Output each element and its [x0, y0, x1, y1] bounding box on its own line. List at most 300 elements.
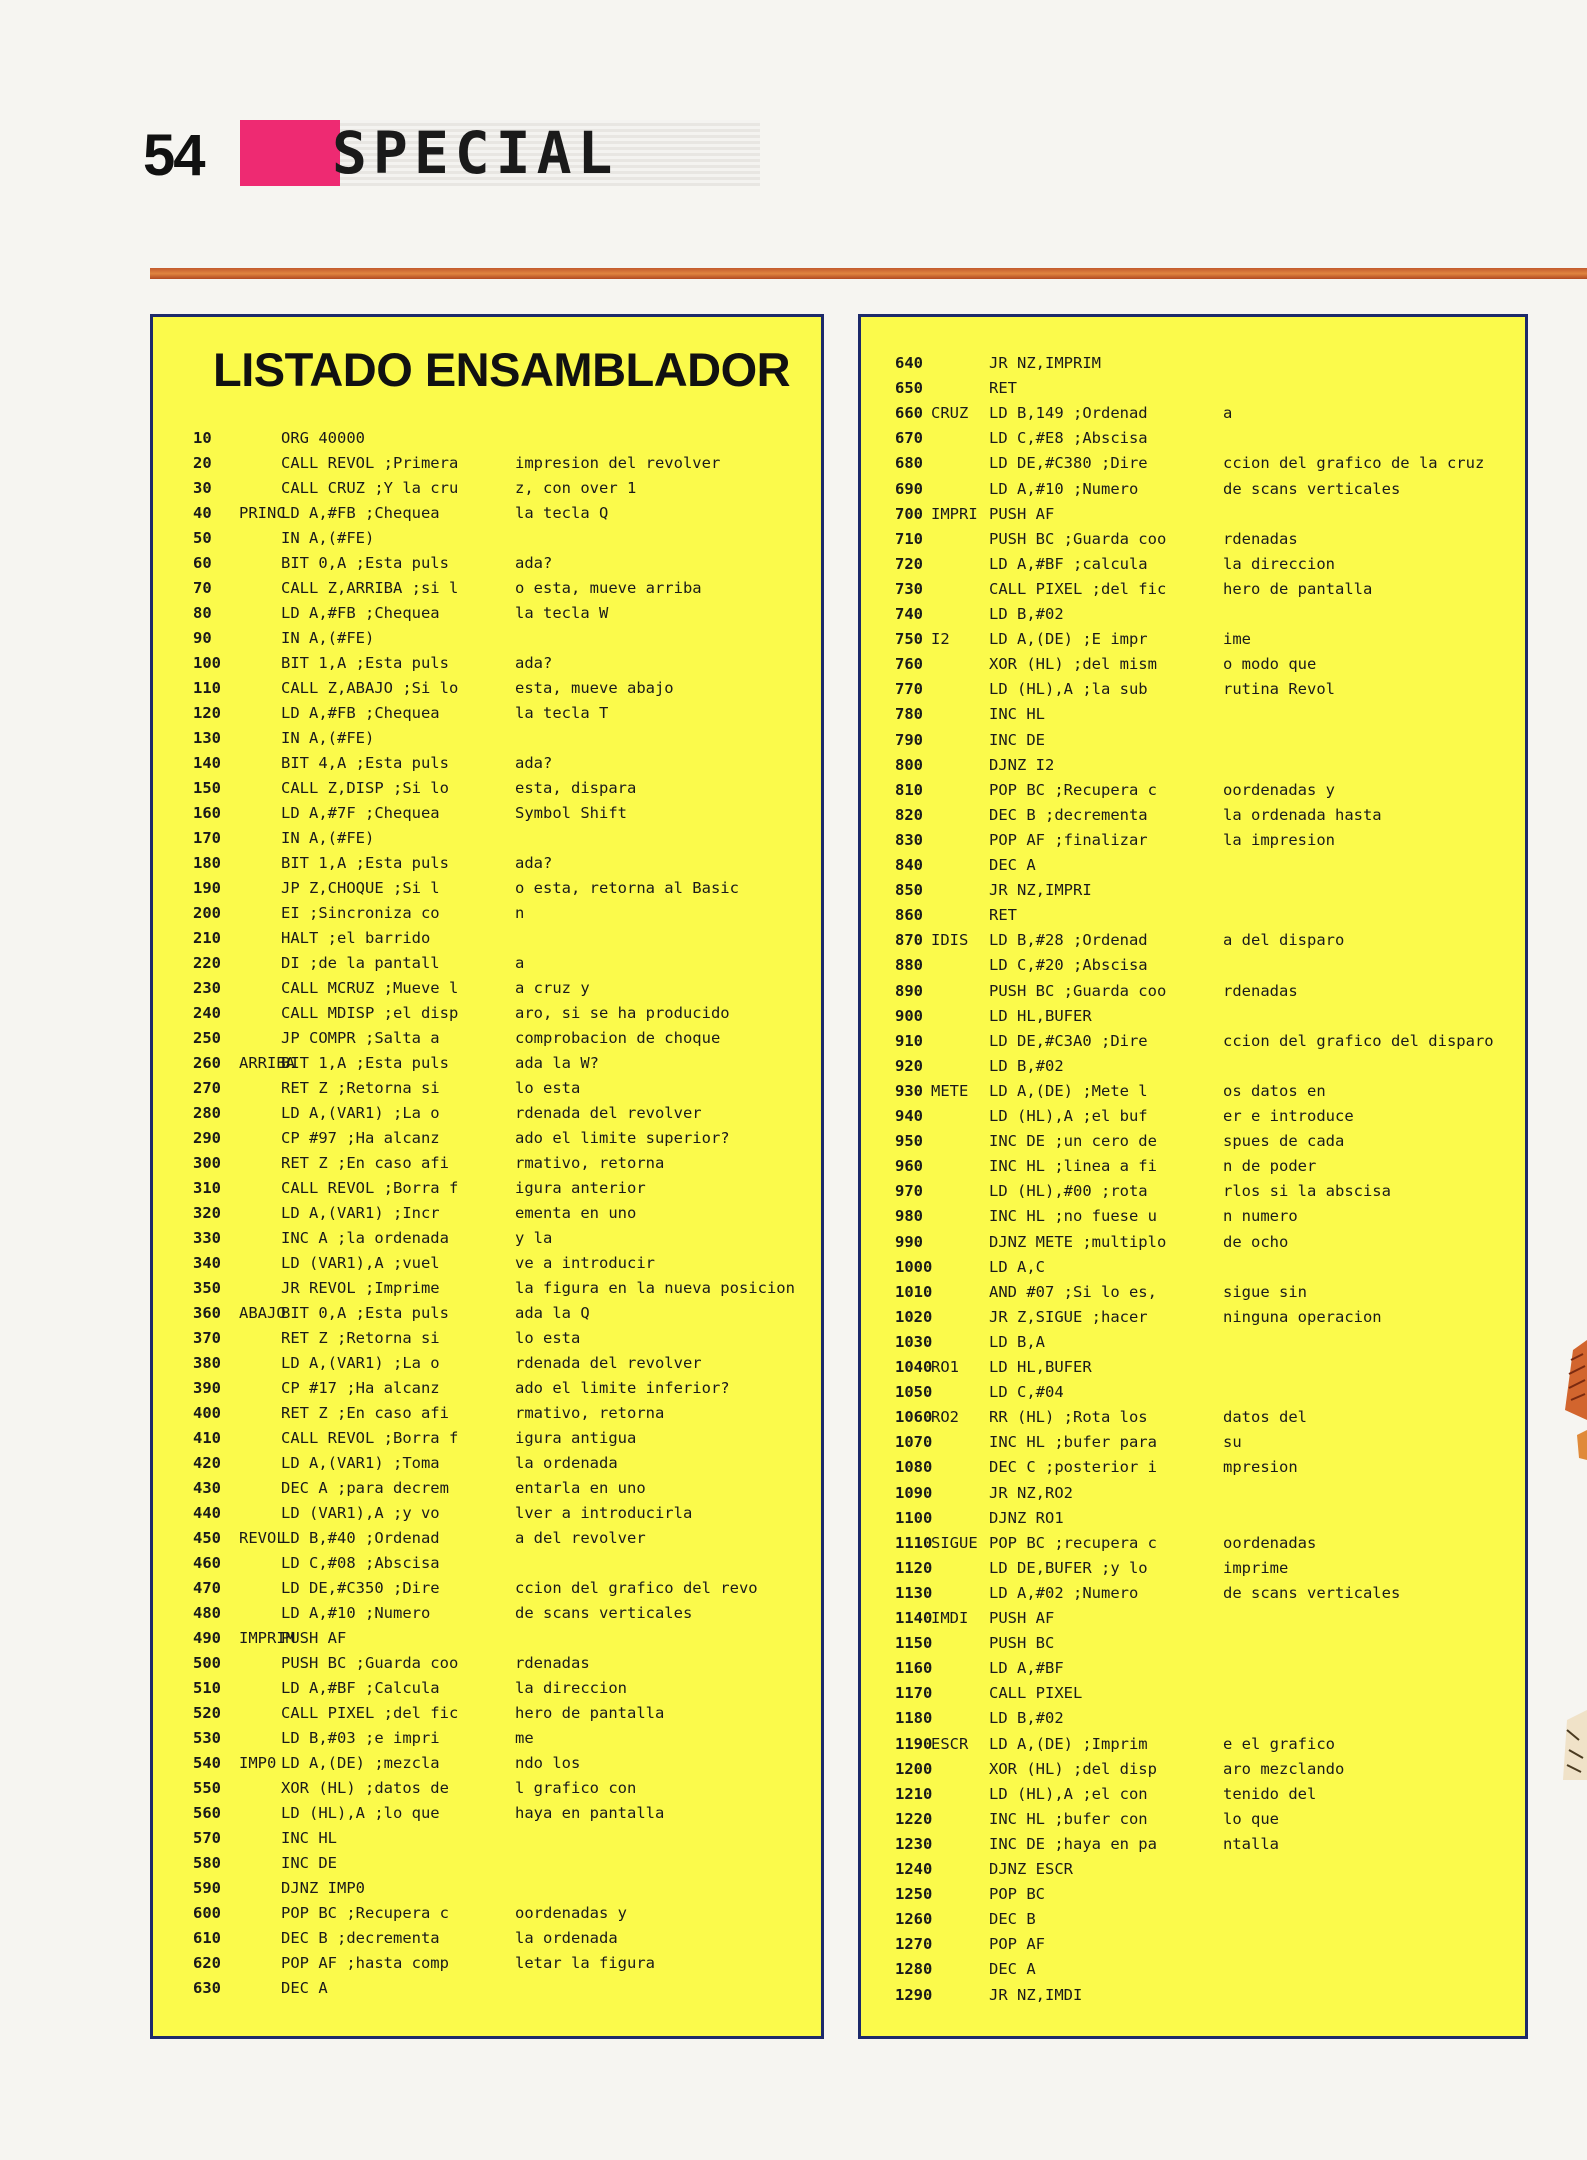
line-comment: ime: [1223, 630, 1251, 649]
listing-row: [153, 676, 813, 701]
line-instruction: LD (HL),A ;la sub: [989, 680, 1148, 699]
line-instruction: LD (HL),A ;el con: [989, 1784, 1148, 1803]
line-number: 1250: [895, 1885, 933, 1904]
line-number: 610: [193, 1929, 221, 1947]
line-instruction: POP AF ;finalizar: [989, 830, 1148, 849]
line-comment: aro, si se ha producido: [515, 1004, 730, 1022]
line-instruction: LD A,#BF ;Calcula: [281, 1679, 440, 1697]
line-instruction: JR Z,SIGUE ;hacer: [989, 1307, 1148, 1326]
listing-row: [153, 776, 813, 801]
listing-row: [153, 1751, 813, 1776]
line-number: 1240: [895, 1860, 933, 1878]
line-label: IMPRI: [931, 504, 978, 523]
line-comment: esta, mueve abajo: [515, 679, 674, 697]
line-number: 210: [193, 929, 221, 947]
listing-row: [153, 1726, 813, 1751]
line-number: 1290: [895, 1985, 933, 2004]
listing-row: [153, 1526, 813, 1551]
line-instruction: INC DE ;un cero de: [989, 1132, 1157, 1151]
line-number: 430: [193, 1479, 221, 1497]
line-comment: ccion del grafico del disparo: [1223, 1031, 1494, 1050]
listing-row: [153, 1226, 813, 1251]
listing-row: [153, 1476, 813, 1501]
line-number: 770: [895, 680, 923, 699]
listing-row: [153, 851, 813, 876]
listing-row: [153, 501, 813, 526]
line-number: 940: [895, 1107, 923, 1125]
line-number: 870: [895, 931, 923, 950]
line-instruction: RET Z ;En caso afi: [281, 1404, 449, 1422]
line-instruction: LD A,#BF ;calcula: [989, 554, 1148, 573]
line-number: 600: [193, 1904, 221, 1922]
line-instruction: XOR (HL) ;datos de: [281, 1779, 449, 1797]
listing-row: [861, 728, 1521, 753]
line-number: 240: [193, 1004, 221, 1022]
line-instruction: PUSH BC ;Guarda coo: [281, 1654, 459, 1672]
line-number: 750: [895, 630, 923, 649]
listing-row: [861, 477, 1521, 502]
line-instruction: POP BC ;Recupera c: [281, 1904, 449, 1922]
line-comment: ccion del grafico del revo: [515, 1579, 758, 1597]
line-number: 1200: [895, 1759, 933, 1778]
line-number: 920: [895, 1056, 923, 1075]
line-number: 1090: [895, 1483, 933, 1502]
line-instruction: BIT 0,A ;Esta puls: [281, 1304, 449, 1322]
line-instruction: LD A,C: [989, 1257, 1045, 1276]
line-comment: su: [1223, 1433, 1242, 1452]
line-comment: n: [515, 904, 525, 922]
listing-row: [153, 1826, 813, 1851]
listing-row: [153, 1851, 813, 1876]
line-instruction: JP COMPR ;Salta a: [281, 1029, 440, 1047]
line-instruction: LD A,(VAR1) ;Toma: [281, 1454, 440, 1472]
line-instruction: PUSH BC ;Guarda coo: [989, 529, 1167, 548]
listing-row: [153, 1176, 813, 1201]
line-instruction: CALL REVOL ;Borra f: [281, 1179, 459, 1197]
line-number: 790: [895, 730, 923, 749]
listing-row: [153, 1651, 813, 1676]
line-instruction: LD A,#10 ;Numero: [989, 479, 1139, 498]
listing-row: [861, 1681, 1521, 1706]
line-number: 100: [193, 654, 221, 672]
line-instruction: CALL CRUZ ;Y la cru: [281, 479, 459, 497]
line-instruction: DEC A ;para decrem: [281, 1479, 449, 1497]
line-instruction: LD DE,BUFER ;y lo: [989, 1558, 1148, 1577]
line-comment: lo que: [1223, 1809, 1279, 1828]
line-instruction: INC DE: [281, 1854, 337, 1872]
line-instruction: LD B,#28 ;Ordenad: [989, 931, 1148, 950]
header-divider: [150, 268, 1587, 279]
line-comment: imprime: [1223, 1558, 1289, 1577]
listing-row: [861, 1581, 1521, 1606]
line-comment: lver a introducirla: [515, 1504, 693, 1522]
line-number: 1130: [895, 1583, 933, 1602]
line-number: 1160: [895, 1659, 933, 1678]
line-number: 690: [895, 479, 923, 498]
line-comment: ado el limite superior?: [515, 1129, 730, 1147]
line-comment: la tecla Q: [515, 504, 609, 522]
line-comment: la ordenada: [515, 1454, 618, 1472]
line-number: 660: [895, 404, 923, 423]
listing-row: [861, 351, 1521, 376]
line-number: 1030: [895, 1332, 933, 1351]
line-comment: oordenadas: [1223, 1533, 1317, 1552]
line-instruction: LD B,#02: [989, 1709, 1064, 1728]
line-instruction: LD A,(DE) ;mezcla: [281, 1754, 440, 1772]
line-instruction: EI ;Sincroniza co: [281, 904, 440, 922]
line-comment: y la: [515, 1229, 553, 1247]
line-number: 710: [895, 529, 923, 548]
line-comment: l grafico con: [515, 1779, 637, 1797]
listing-row: [153, 1076, 813, 1101]
listing-row: [153, 926, 813, 951]
line-instruction: JR NZ,IMDI: [989, 1985, 1083, 2004]
listing-row: [861, 1983, 1521, 2008]
line-instruction: INC HL ;bufer para: [989, 1433, 1157, 1452]
line-comment: igura antigua: [515, 1429, 637, 1447]
line-number: 330: [193, 1229, 221, 1247]
line-comment: o esta, retorna al Basic: [515, 879, 739, 897]
line-instruction: LD A,(DE) ;Imprim: [989, 1734, 1148, 1753]
listing-row: [861, 1857, 1521, 1882]
line-instruction: LD A,(VAR1) ;La o: [281, 1354, 440, 1372]
line-instruction: CALL REVOL ;Borra f: [281, 1429, 459, 1447]
line-number: 370: [193, 1329, 221, 1347]
listing-row: [861, 1455, 1521, 1480]
line-label: CRUZ: [931, 404, 969, 423]
line-number: 530: [193, 1729, 221, 1747]
line-comment: ado el limite inferior?: [515, 1379, 730, 1397]
line-instruction: BIT 1,A ;Esta puls: [281, 854, 449, 872]
line-number: 130: [193, 729, 221, 747]
line-instruction: JP Z,CHOQUE ;Si l: [281, 879, 440, 897]
listing-row: [153, 1426, 813, 1451]
line-label: RO2: [931, 1408, 959, 1427]
line-comment: rdenadas: [1223, 981, 1298, 1000]
line-number: 640: [895, 354, 923, 372]
listing-row: [861, 953, 1521, 978]
line-comment: igura anterior: [515, 1179, 646, 1197]
listing-row: [153, 1026, 813, 1051]
line-instruction: INC DE ;haya en pa: [989, 1834, 1157, 1853]
line-number: 810: [895, 780, 923, 799]
line-number: 420: [193, 1454, 221, 1472]
line-number: 460: [193, 1554, 221, 1572]
line-instruction: LD A,#BF: [989, 1659, 1064, 1678]
line-instruction: LD HL,BUFER: [989, 1006, 1092, 1025]
line-instruction: RET: [989, 379, 1017, 398]
line-comment: Symbol Shift: [515, 804, 627, 822]
line-instruction: RET Z ;En caso afi: [281, 1154, 449, 1172]
line-number: 680: [895, 454, 923, 473]
line-instruction: LD DE,#C3A0 ;Dire: [989, 1031, 1148, 1050]
listing-row: [861, 1656, 1521, 1681]
line-number: 390: [193, 1379, 221, 1397]
listing-row: [861, 1957, 1521, 1982]
listing-row: [861, 778, 1521, 803]
line-instruction: DJNZ METE ;multiplo: [989, 1232, 1167, 1251]
line-instruction: CALL MCRUZ ;Mueve l: [281, 979, 459, 997]
line-number: 400: [193, 1404, 221, 1422]
line-number: 1100: [895, 1508, 933, 1527]
listing-row: [861, 803, 1521, 828]
line-comment: lo esta: [515, 1079, 581, 1097]
line-instruction: LD B,A: [989, 1332, 1045, 1351]
line-number: 1070: [895, 1433, 933, 1452]
line-number: 230: [193, 979, 221, 997]
line-instruction: JR NZ,IMPRIM: [989, 354, 1101, 372]
line-instruction: INC HL ;no fuese u: [989, 1207, 1157, 1226]
listing-row: [153, 1876, 813, 1901]
line-instruction: RR (HL) ;Rota los: [989, 1408, 1148, 1427]
listing-row: [861, 928, 1521, 953]
line-number: 570: [193, 1829, 221, 1847]
listing-row: [153, 1376, 813, 1401]
line-instruction: BIT 4,A ;Esta puls: [281, 754, 449, 772]
line-instruction: CALL PIXEL: [989, 1684, 1083, 1703]
line-comment: la ordenada hasta: [1223, 805, 1382, 824]
line-instruction: POP AF ;hasta comp: [281, 1954, 449, 1972]
line-instruction: LD A,#FB ;Chequea: [281, 604, 440, 622]
line-number: 270: [193, 1079, 221, 1097]
line-instruction: LD A,(VAR1) ;Incr: [281, 1204, 440, 1222]
line-instruction: LD DE,#C380 ;Dire: [989, 454, 1148, 473]
line-comment: letar la figura: [515, 1954, 655, 1972]
line-number: 630: [193, 1979, 221, 1997]
line-number: 590: [193, 1879, 221, 1897]
line-instruction: DEC A: [281, 1979, 328, 1997]
line-number: 1170: [895, 1684, 933, 1703]
line-comment: ementa en uno: [515, 1204, 637, 1222]
line-comment: hero de pantalla: [515, 1704, 665, 1722]
line-number: 990: [895, 1232, 923, 1251]
line-instruction: DEC A: [989, 1960, 1036, 1979]
line-instruction: IN A,(#FE): [281, 829, 375, 847]
listing-row: [861, 828, 1521, 853]
line-comment: la tecla W: [515, 604, 609, 622]
line-comment: rlos si la abscisa: [1223, 1182, 1391, 1201]
line-instruction: IN A,(#FE): [281, 729, 375, 747]
listing-row: [153, 1901, 813, 1926]
listing-row: [861, 1907, 1521, 1932]
line-number: 970: [895, 1182, 923, 1201]
line-number: 830: [895, 830, 923, 849]
line-number: 30: [193, 479, 212, 497]
listing-row: [153, 801, 813, 826]
listing-row: [861, 1154, 1521, 1179]
listing-row: [861, 1179, 1521, 1204]
line-number: 250: [193, 1029, 221, 1047]
listing-row: [861, 1606, 1521, 1631]
listing-row: [861, 1129, 1521, 1154]
line-number: 50: [193, 529, 212, 547]
line-label: SIGUE: [931, 1533, 978, 1552]
line-instruction: RET: [989, 906, 1017, 925]
line-instruction: INC HL ;linea a fi: [989, 1157, 1157, 1176]
listing-panel-left: [150, 314, 824, 2039]
line-comment: ada?: [515, 754, 553, 772]
line-instruction: IN A,(#FE): [281, 629, 375, 647]
listing-row: [153, 1351, 813, 1376]
line-instruction: DI ;de la pantall: [281, 954, 440, 972]
line-comment: o modo que: [1223, 655, 1317, 674]
line-number: 1180: [895, 1709, 933, 1728]
line-number: 1040: [895, 1358, 933, 1376]
line-number: 410: [193, 1429, 221, 1447]
listing-row: [153, 951, 813, 976]
line-comment: rdenadas: [1223, 529, 1298, 548]
line-comment: ada?: [515, 654, 553, 672]
line-instruction: RET Z ;Retorna si: [281, 1329, 440, 1347]
line-number: 760: [895, 655, 923, 674]
listing-row: [861, 1280, 1521, 1305]
line-number: 260: [193, 1054, 221, 1072]
listing-row: [861, 1255, 1521, 1280]
line-comment: entarla en uno: [515, 1479, 646, 1497]
listing-row: [153, 551, 813, 576]
listing-row: [153, 451, 813, 476]
line-label: METE: [931, 1081, 969, 1100]
line-instruction: LD B,149 ;Ordenad: [989, 404, 1148, 423]
line-comment: ninguna operacion: [1223, 1307, 1382, 1326]
listing-row: [861, 753, 1521, 778]
line-comment: de scans verticales: [1223, 1583, 1401, 1602]
line-number: 170: [193, 829, 221, 847]
line-number: 140: [193, 754, 221, 772]
line-instruction: LD A,#02 ;Numero: [989, 1583, 1139, 1602]
listing-row: [861, 1556, 1521, 1581]
listing-row: [861, 702, 1521, 727]
listing-row: [861, 1204, 1521, 1229]
listing-row: [861, 1631, 1521, 1656]
line-number: 470: [193, 1579, 221, 1597]
line-instruction: XOR (HL) ;del mism: [989, 655, 1157, 674]
line-comment: ndo los: [515, 1754, 581, 1772]
line-instruction: LD C,#04: [989, 1383, 1064, 1402]
line-number: 1140: [895, 1609, 933, 1627]
line-instruction: ORG 40000: [281, 429, 365, 447]
line-number: 1220: [895, 1809, 933, 1828]
line-label: I2: [931, 630, 950, 649]
line-instruction: LD C,#20 ;Abscisa: [989, 956, 1148, 975]
listing-row: [861, 1355, 1521, 1380]
line-number: 350: [193, 1279, 221, 1297]
line-instruction: DEC B ;decrementa: [281, 1929, 440, 1947]
line-comment: spues de cada: [1223, 1132, 1345, 1151]
listing-row: [153, 1401, 813, 1426]
line-number: 1110: [895, 1533, 933, 1552]
listing-row: [861, 979, 1521, 1004]
line-number: 90: [193, 629, 212, 647]
line-label: IMPRIM: [239, 1629, 295, 1647]
line-number: 190: [193, 879, 221, 897]
line-comment: rdenadas: [515, 1654, 590, 1672]
line-comment: z, con over 1: [515, 479, 637, 497]
line-instruction: BIT 0,A ;Esta puls: [281, 554, 449, 572]
listing-row: [861, 426, 1521, 451]
line-comment: la figura en la nueva posicion: [515, 1279, 795, 1297]
line-number: 10: [193, 429, 212, 447]
line-number: 890: [895, 981, 923, 1000]
line-comment: la ordenada: [515, 1929, 618, 1947]
line-comment: aro mezclando: [1223, 1759, 1345, 1778]
line-number: 580: [193, 1854, 221, 1872]
listing-row: [861, 1004, 1521, 1029]
line-instruction: INC HL ;bufer con: [989, 1809, 1148, 1828]
listing-row: [153, 726, 813, 751]
line-comment: oordenadas y: [515, 1904, 627, 1922]
line-number: 440: [193, 1504, 221, 1522]
listing-row: [153, 1776, 813, 1801]
listing-row: [861, 602, 1521, 627]
listing-row: [861, 1732, 1521, 1757]
line-instruction: LD (HL),A ;lo que: [281, 1804, 440, 1822]
line-number: 310: [193, 1179, 221, 1197]
line-number: 1020: [895, 1307, 933, 1326]
line-comment: esta, dispara: [515, 779, 637, 797]
line-instruction: LD (HL),A ;el buf: [989, 1107, 1148, 1125]
listing-row: [153, 1501, 813, 1526]
line-instruction: CALL REVOL ;Primera: [281, 454, 459, 472]
line-number: 880: [895, 956, 923, 975]
line-comment: oordenadas y: [1223, 780, 1335, 799]
listing-panel-right: [858, 314, 1528, 2039]
line-comment: rdenada del revolver: [515, 1354, 702, 1372]
line-number: 110: [193, 679, 221, 697]
listing-row: [153, 1976, 813, 2001]
line-comment: impresion del revolver: [515, 454, 721, 472]
line-number: 1050: [895, 1383, 933, 1402]
listing-row: [861, 903, 1521, 928]
listing-row: [861, 552, 1521, 577]
line-label: ABAJO: [239, 1304, 286, 1322]
line-instruction: LD (VAR1),A ;vuel: [281, 1254, 440, 1272]
line-number: 670: [895, 429, 923, 448]
listing-row: [861, 1506, 1521, 1531]
line-instruction: DJNZ I2: [989, 755, 1055, 774]
line-number: 520: [193, 1704, 221, 1722]
line-number: 180: [193, 854, 221, 872]
listing-row: [861, 1054, 1521, 1079]
line-comment: datos del: [1223, 1408, 1307, 1427]
listing-row: [861, 1807, 1521, 1832]
listing-row: [153, 576, 813, 601]
line-comment: lo esta: [515, 1329, 581, 1347]
line-comment: mpresion: [1223, 1458, 1298, 1477]
line-instruction: DEC A: [989, 856, 1036, 874]
line-number: 1150: [895, 1634, 933, 1653]
listing-row: [153, 901, 813, 926]
line-instruction: CP #17 ;Ha alcanz: [281, 1379, 440, 1397]
line-instruction: HALT ;el barrido: [281, 929, 431, 947]
listing-row: [861, 1882, 1521, 1907]
listing-row: [153, 1551, 813, 1576]
line-label: ESCR: [931, 1734, 969, 1753]
line-instruction: LD DE,#C350 ;Dire: [281, 1579, 440, 1597]
line-instruction: LD (HL),#00 ;rota: [989, 1182, 1148, 1201]
line-comment: de scans verticales: [1223, 479, 1401, 498]
line-instruction: JR NZ,IMPRI: [989, 881, 1092, 900]
listing-row: [153, 1001, 813, 1026]
line-instruction: DEC B ;decrementa: [989, 805, 1148, 824]
line-comment: la impresion: [1223, 830, 1335, 849]
line-instruction: INC HL: [989, 705, 1045, 724]
line-instruction: LD B,#02: [989, 1056, 1064, 1075]
line-number: 730: [895, 579, 923, 598]
line-comment: a del disparo: [1223, 931, 1345, 950]
line-instruction: CALL Z,ABAJO ;Si lo: [281, 679, 459, 697]
page-number: 54: [143, 123, 204, 188]
